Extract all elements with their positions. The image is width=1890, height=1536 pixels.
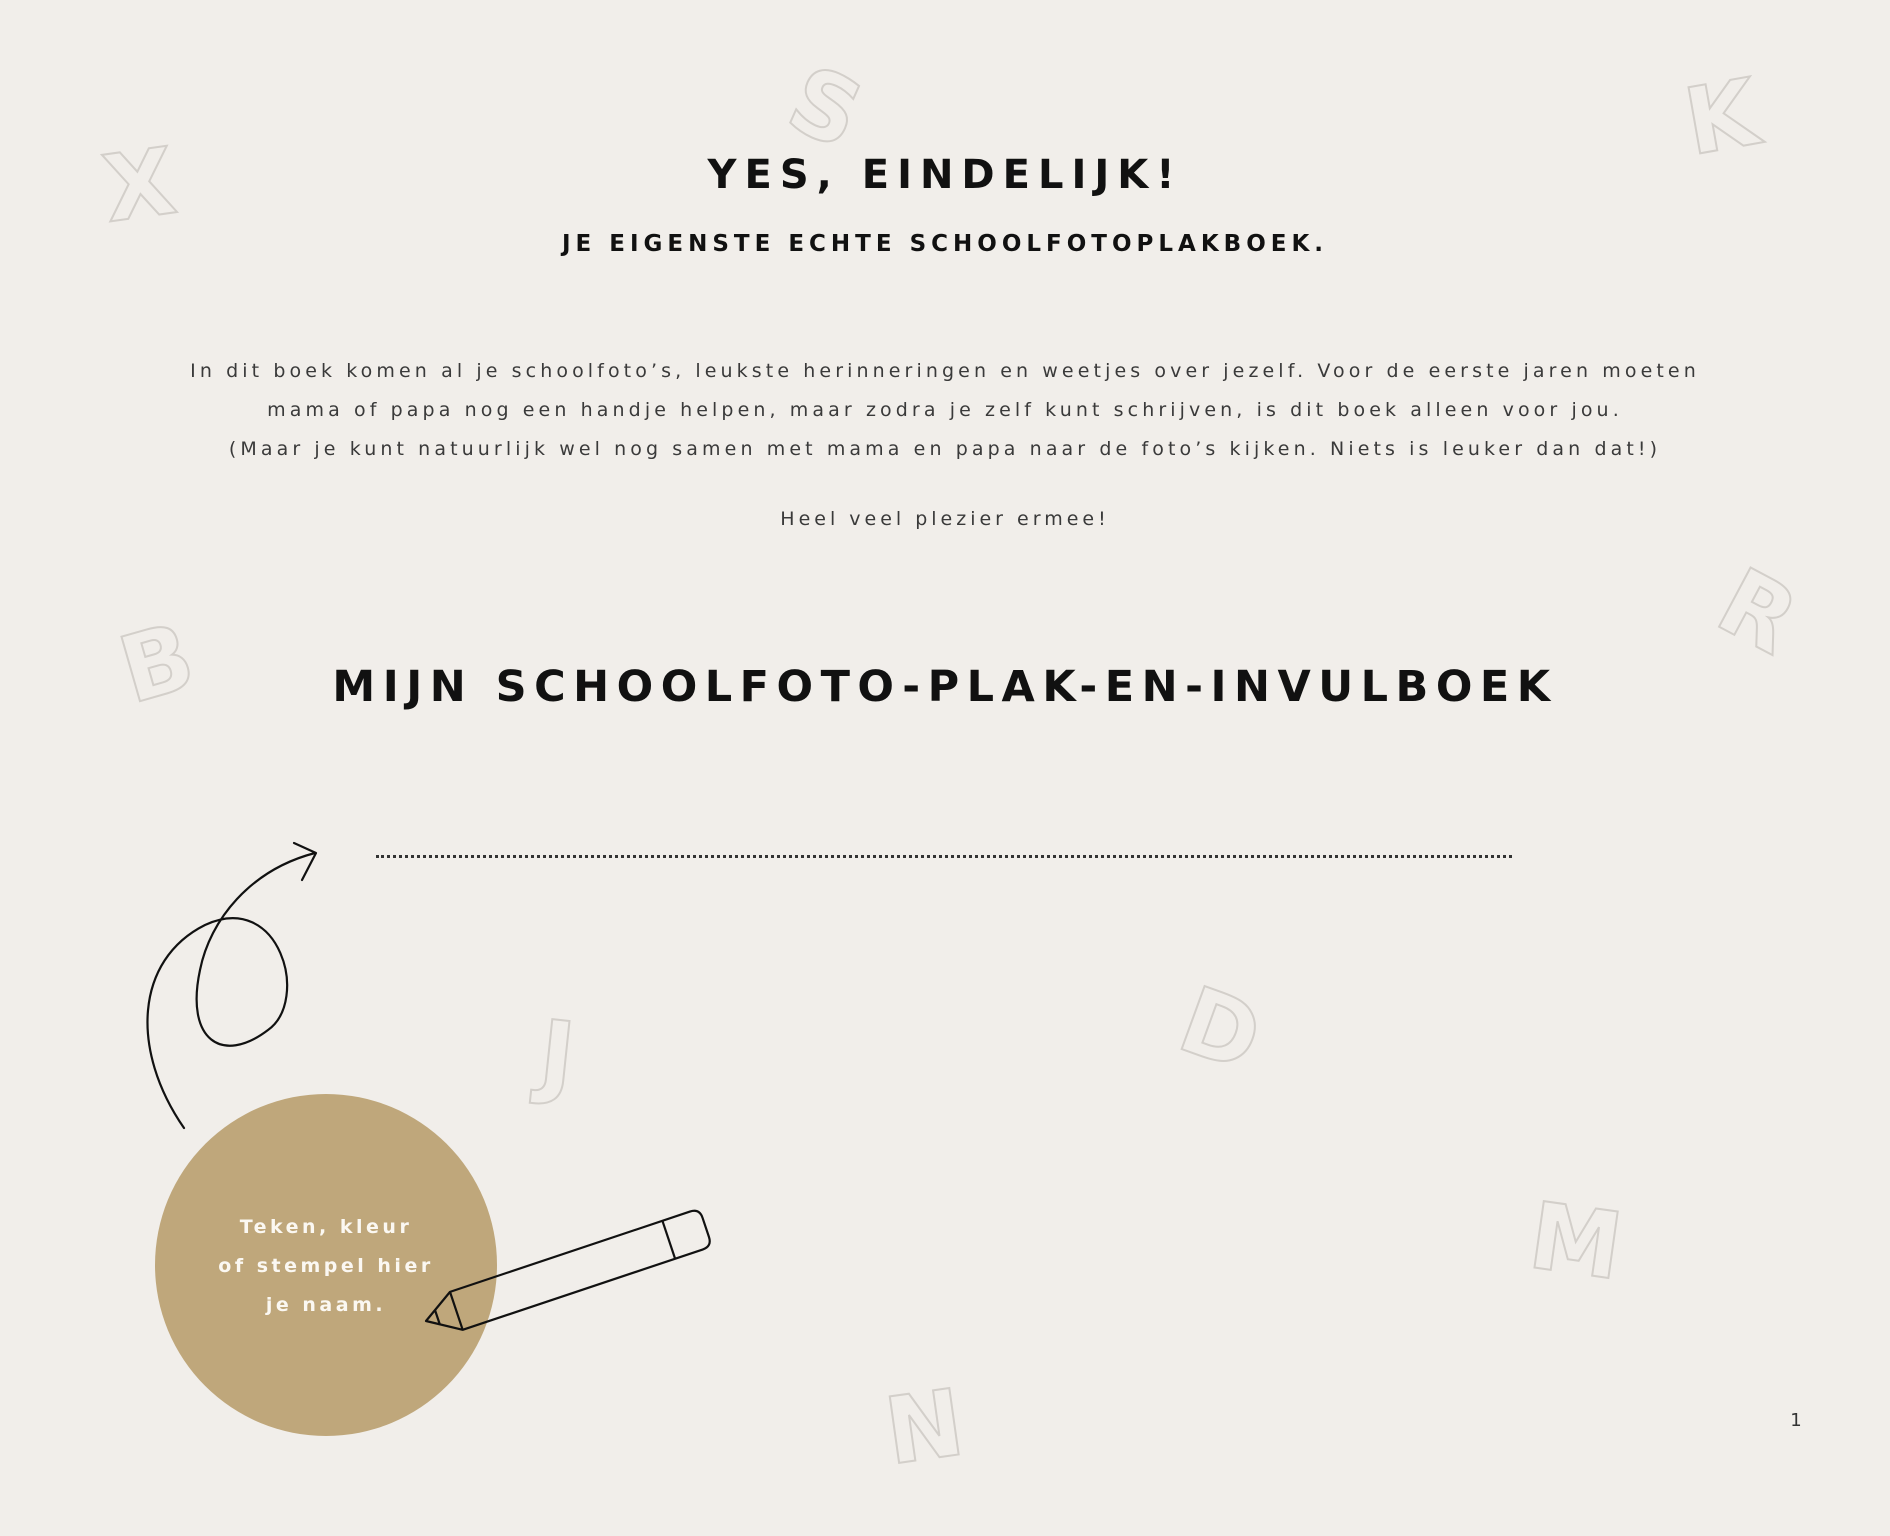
decorative-letter-b: B (108, 602, 206, 725)
intro-line: (Maar je kunt natuurlijk wel nog samen met mama en papa naar de foto’s kijken. Niets is leuker dan dat!) (228, 438, 1662, 460)
decorative-letter-j: J (534, 1000, 580, 1111)
closing-line: Heel veel plezier ermee! (780, 508, 1110, 530)
intro-line: In dit boek komen al je schoolfoto’s, leukste herinneringen en weetjes over jezelf. Voor de eerste jaren moeten (190, 360, 1700, 382)
page-subtitle: JE EIGENSTE ECHTE SCHOOLFOTOPLAKBOEK. (561, 231, 1329, 257)
decorative-letter-d: D (1166, 966, 1275, 1093)
decorative-letter-m: M (1523, 1182, 1629, 1301)
decorative-letter-n: N (878, 1369, 971, 1486)
name-badge-line: je naam. (265, 1294, 387, 1316)
name-badge-line: of stempel hier (218, 1255, 434, 1277)
page-title: YES, EINDELIJK! (707, 152, 1183, 198)
decorative-letter-x: X (96, 127, 182, 244)
page-number: 1 (1790, 1410, 1802, 1431)
intro-line: mama of papa nog een handje helpen, maar zodra je zelf kunt schrijven, is dit boek alleen voor jou. (267, 399, 1623, 421)
name-badge-line: Teken, kleur (239, 1216, 413, 1238)
decorative-letter-r: R (1701, 547, 1815, 676)
decorative-letter-s: S (773, 45, 878, 170)
decorative-letter-k: K (1677, 58, 1766, 177)
book-title: MIJN SCHOOLFOTO-PLAK-EN-INVULBOEK (332, 662, 1558, 712)
